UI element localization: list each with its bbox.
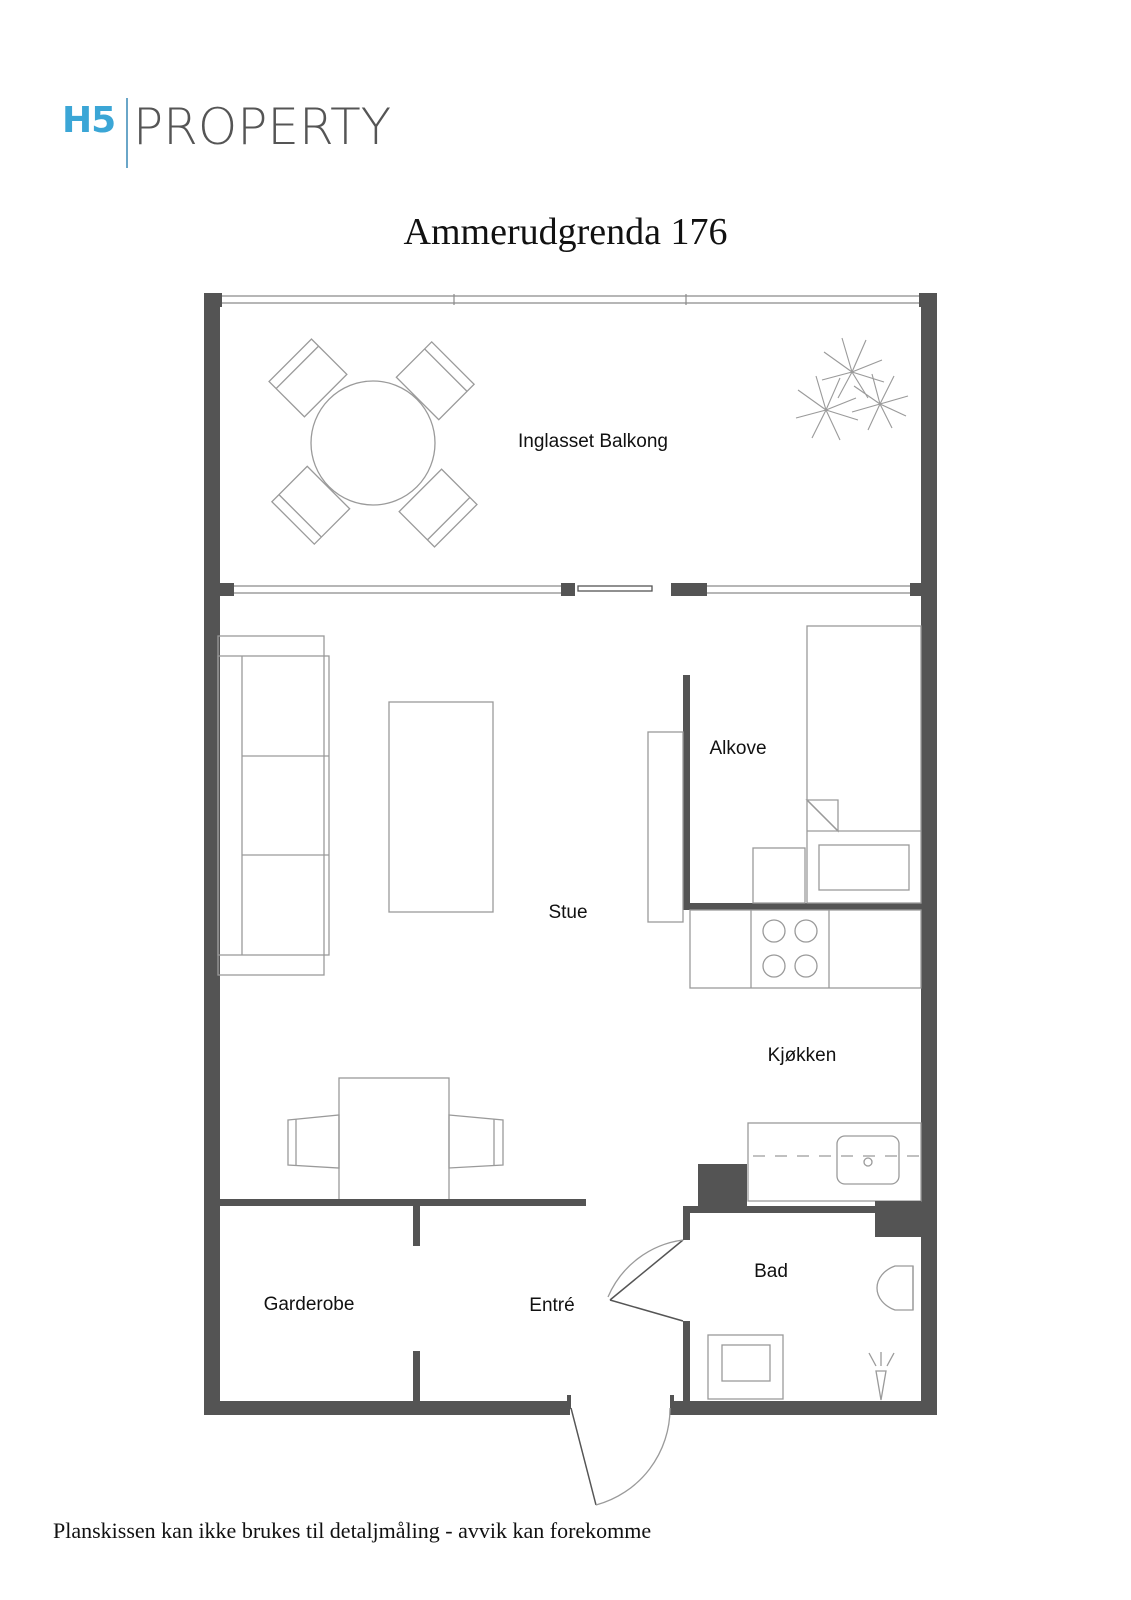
interior-walls (220, 1164, 921, 1401)
plant (796, 338, 908, 440)
kitchen-counter-hob (690, 910, 921, 988)
balcony-table (210, 280, 535, 605)
room-label-bathroom: Bad (754, 1261, 788, 1282)
bathroom-fixtures (708, 1266, 913, 1400)
alcove-walls (648, 675, 921, 922)
page-title: Ammerudgrenda 176 (403, 211, 728, 253)
sofa (218, 636, 329, 975)
room-label-alcove: Alkove (709, 738, 767, 759)
room-label-balcony: Inglasset Balkong (518, 431, 668, 452)
logo-wordmark: PROPERTY (133, 98, 392, 156)
front-door (571, 1408, 670, 1505)
balcony-door-wall (220, 583, 921, 596)
logo-mark: H5 (62, 100, 116, 141)
dining-table (288, 1078, 503, 1202)
kitchen-counter-sink (748, 1123, 921, 1201)
room-label-wardrobe: Garderobe (263, 1294, 355, 1315)
disclaimer: Planskissen kan ikke brukes til detaljmåling - avvik kan forekomme (53, 1518, 652, 1543)
balcony-glazing (222, 294, 919, 305)
coffee-table (389, 702, 493, 912)
bathroom-door (608, 1240, 683, 1321)
room-label-kitchen: Kjøkken (767, 1045, 837, 1066)
room-label-entrance: Entré (529, 1295, 575, 1316)
room-label-living: Stue (548, 902, 588, 923)
alcove-bed (753, 626, 921, 903)
